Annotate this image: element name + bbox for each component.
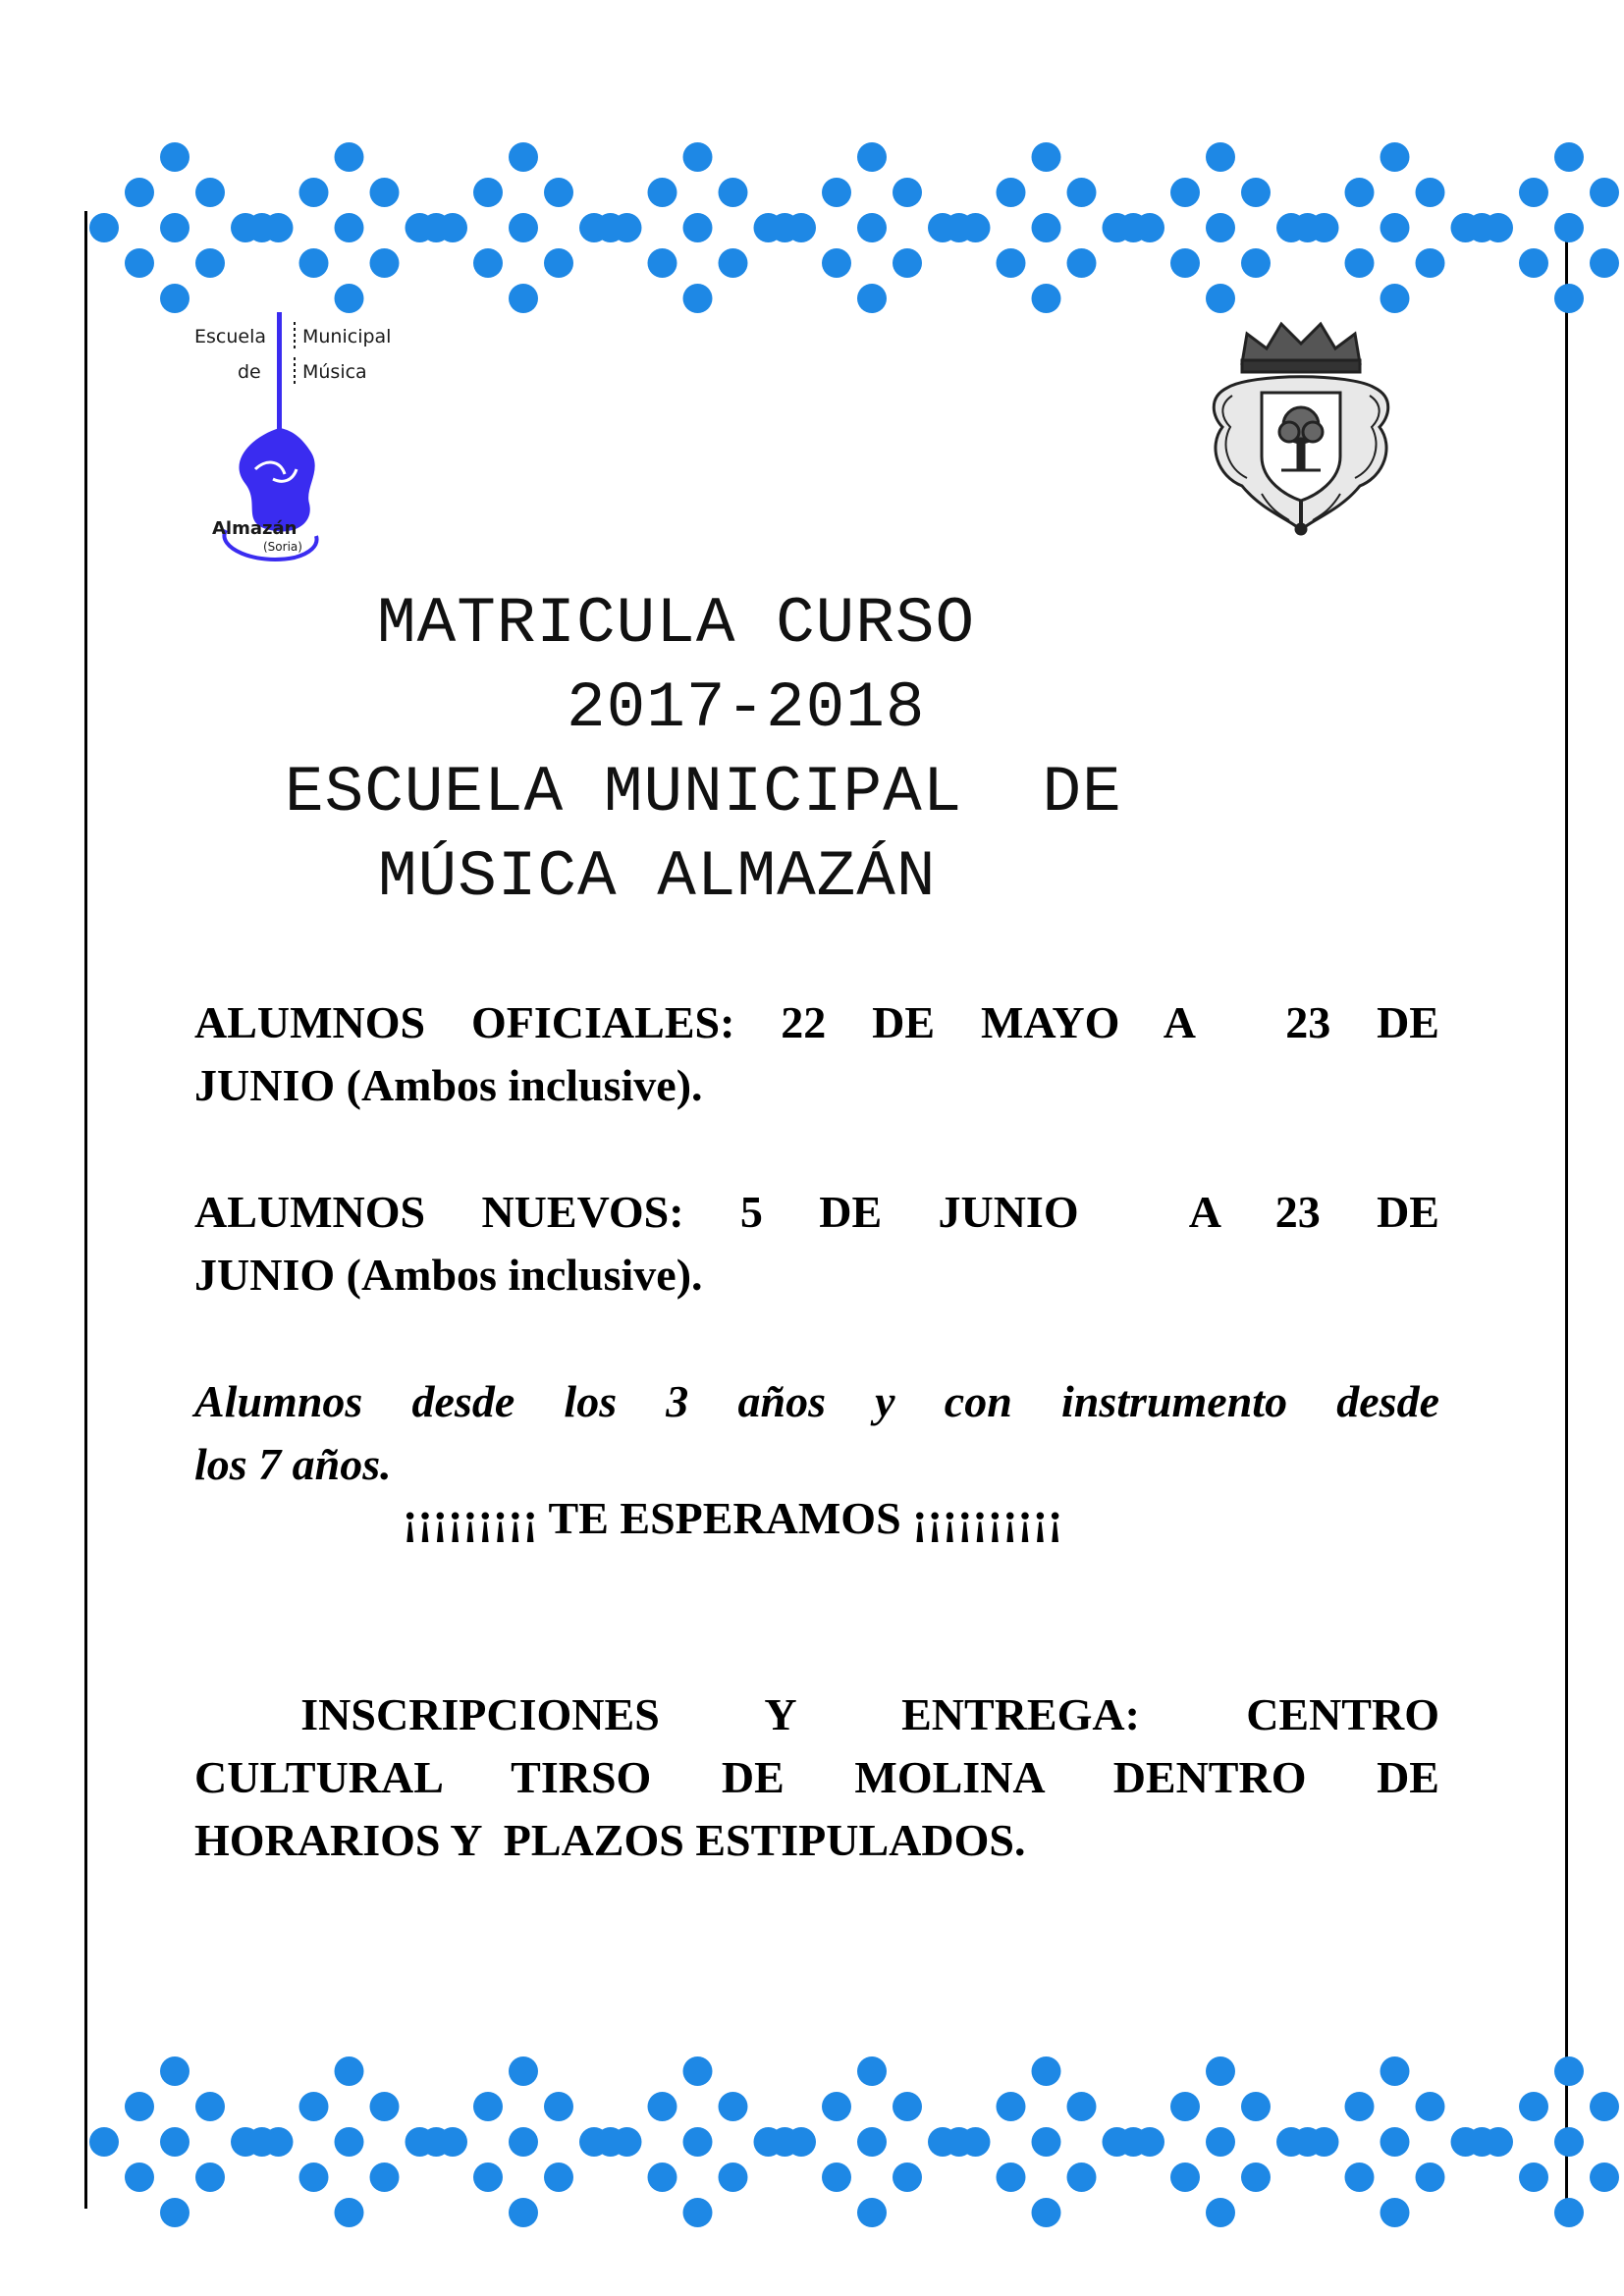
nuevos-text-1: ALUMNOS NUEVOS: 5 DE JUNIO A 23 DE bbox=[194, 1187, 1439, 1237]
decor-dot bbox=[648, 178, 677, 207]
decor-dot bbox=[1241, 2092, 1271, 2121]
decor-dot bbox=[683, 284, 713, 313]
decor-dot bbox=[1206, 2198, 1235, 2227]
decor-dot bbox=[997, 2163, 1026, 2192]
decor-dot bbox=[195, 248, 225, 278]
decor-dot bbox=[1032, 142, 1061, 172]
decor-dot bbox=[335, 142, 364, 172]
right-border-line bbox=[1565, 231, 1568, 2223]
nuevos-paragraph bbox=[194, 1181, 1439, 1307]
decor-dot bbox=[648, 2163, 677, 2192]
decor-dot bbox=[719, 178, 748, 207]
decor-dot bbox=[1380, 2127, 1410, 2157]
decor-dot bbox=[1170, 2163, 1200, 2192]
decor-dot bbox=[1345, 178, 1375, 207]
coat-of-arms-icon bbox=[1203, 319, 1399, 540]
decor-dot bbox=[1416, 2092, 1445, 2121]
decor-dot bbox=[1554, 213, 1584, 242]
decor-dot bbox=[683, 213, 713, 242]
decor-dot bbox=[195, 2163, 225, 2192]
decor-dot bbox=[1380, 2056, 1410, 2086]
decor-dot bbox=[509, 142, 538, 172]
logo-escuela: Escuela bbox=[194, 326, 267, 347]
decor-dot bbox=[509, 284, 538, 313]
school-logo bbox=[187, 312, 422, 569]
title-line-3: ESCUELA MUNICIPAL DE bbox=[285, 756, 1122, 829]
decor-dot bbox=[370, 248, 400, 278]
oficiales-line-1 bbox=[194, 991, 1439, 1054]
decor-dot bbox=[1416, 2163, 1445, 2192]
oficiales-text-1: ALUMNOS OFICIALES: 22 DE MAYO A 23 DE bbox=[194, 997, 1439, 1047]
logo-musica: Música bbox=[302, 361, 367, 383]
decor-dot bbox=[1032, 213, 1061, 242]
inscripciones-line-3: HORARIOS Y PLAZOS ESTIPULADOS. bbox=[194, 1815, 1026, 1865]
decor-dot bbox=[125, 248, 154, 278]
decor-dot bbox=[1380, 284, 1410, 313]
title-line-4: MÚSICA ALMAZÁN bbox=[378, 840, 937, 914]
decor-dot bbox=[719, 248, 748, 278]
decor-dot bbox=[1519, 248, 1548, 278]
decor-dot bbox=[421, 2127, 451, 2157]
decor-dot bbox=[1032, 2127, 1061, 2157]
decor-dot bbox=[893, 248, 922, 278]
decor-dot bbox=[857, 2056, 887, 2086]
decor-dot bbox=[544, 2092, 573, 2121]
decor-dot bbox=[1519, 2163, 1548, 2192]
decor-dot bbox=[683, 142, 713, 172]
logo-town: Almazán bbox=[212, 518, 298, 539]
decor-dot bbox=[125, 2092, 154, 2121]
decor-dot bbox=[997, 2092, 1026, 2121]
decor-dot bbox=[421, 213, 451, 242]
decor-dot bbox=[247, 2127, 277, 2157]
logo-de: de bbox=[238, 361, 261, 383]
inscripciones-paragraph bbox=[194, 1683, 1439, 1872]
decor-dot bbox=[997, 248, 1026, 278]
decor-dot bbox=[648, 2092, 677, 2121]
title-line-1: MATRICULA CURSO bbox=[377, 587, 976, 661]
decor-dot bbox=[299, 2163, 329, 2192]
decor-dot bbox=[509, 2198, 538, 2227]
decor-dot bbox=[160, 2056, 189, 2086]
bottom-dot-border bbox=[0, 2052, 1624, 2243]
decor-dot bbox=[1241, 2163, 1271, 2192]
decor-dot bbox=[1554, 2198, 1584, 2227]
decor-dot bbox=[335, 213, 364, 242]
decor-dot bbox=[1554, 2127, 1584, 2157]
decor-dot bbox=[1293, 213, 1323, 242]
decor-dot bbox=[335, 2127, 364, 2157]
decor-dot bbox=[299, 2092, 329, 2121]
decor-dot bbox=[1067, 2092, 1097, 2121]
decor-dot bbox=[1416, 248, 1445, 278]
decor-dot bbox=[544, 248, 573, 278]
decor-dot bbox=[770, 2127, 799, 2157]
decor-dot bbox=[822, 178, 851, 207]
decor-dot bbox=[1345, 2092, 1375, 2121]
decor-dot bbox=[822, 2092, 851, 2121]
decor-dot bbox=[89, 2127, 119, 2157]
decor-dot bbox=[1170, 248, 1200, 278]
decor-dot bbox=[473, 2092, 503, 2121]
decor-dot bbox=[1118, 213, 1148, 242]
decor-dot bbox=[857, 2198, 887, 2227]
decor-dot bbox=[893, 178, 922, 207]
logo-municipal: Municipal bbox=[302, 326, 392, 347]
decor-dot bbox=[1554, 284, 1584, 313]
edad-text-1: Alumnos desde los 3 años y con instrumento desde bbox=[194, 1376, 1439, 1426]
decor-dot bbox=[857, 2127, 887, 2157]
decor-dot bbox=[1067, 248, 1097, 278]
top-dot-border bbox=[0, 137, 1624, 329]
decor-dot bbox=[370, 2163, 400, 2192]
decor-dot bbox=[1118, 2127, 1148, 2157]
nuevos-line-1 bbox=[194, 1181, 1439, 1244]
title-line-2: 2017-2018 bbox=[567, 671, 926, 745]
decor-dot bbox=[509, 2056, 538, 2086]
decor-dot bbox=[770, 213, 799, 242]
decor-dot bbox=[857, 142, 887, 172]
decor-dot bbox=[544, 2163, 573, 2192]
decor-dot bbox=[997, 178, 1026, 207]
decor-dot bbox=[1206, 2056, 1235, 2086]
decor-dot bbox=[1206, 2127, 1235, 2157]
decor-dot bbox=[857, 213, 887, 242]
inscripciones-line-2 bbox=[194, 1746, 1439, 1809]
decor-dot bbox=[160, 2198, 189, 2227]
oficiales-paragraph bbox=[194, 991, 1439, 1117]
decor-dot bbox=[509, 2127, 538, 2157]
decor-dot bbox=[1345, 2163, 1375, 2192]
decor-dot bbox=[247, 213, 277, 242]
decor-dot bbox=[1170, 178, 1200, 207]
decor-dot bbox=[473, 178, 503, 207]
decor-dot bbox=[1241, 248, 1271, 278]
decor-dot bbox=[509, 213, 538, 242]
decor-dot bbox=[1554, 2056, 1584, 2086]
decor-dot bbox=[160, 142, 189, 172]
left-border-line bbox=[84, 211, 87, 2209]
edad-line-2: los 7 años. bbox=[194, 1439, 392, 1489]
decor-dot bbox=[1345, 248, 1375, 278]
decor-dot bbox=[160, 213, 189, 242]
decor-dot bbox=[719, 2092, 748, 2121]
inscripciones-text-2: CULTURAL TIRSO DE MOLINA DENTRO DE bbox=[194, 1752, 1439, 1802]
decor-dot bbox=[822, 248, 851, 278]
decor-dot bbox=[89, 213, 119, 242]
decor-dot bbox=[1206, 213, 1235, 242]
decor-dot bbox=[1380, 213, 1410, 242]
decor-dot bbox=[719, 2163, 748, 2192]
decor-dot bbox=[596, 2127, 625, 2157]
decor-dot bbox=[1380, 142, 1410, 172]
decor-dot bbox=[1590, 178, 1619, 207]
inscripciones-line-1 bbox=[194, 1683, 1439, 1746]
decor-dot bbox=[125, 178, 154, 207]
decor-dot bbox=[544, 178, 573, 207]
decor-dot bbox=[893, 2163, 922, 2192]
decor-dot bbox=[1170, 2092, 1200, 2121]
decor-dot bbox=[335, 284, 364, 313]
decor-dot bbox=[160, 2127, 189, 2157]
decor-dot bbox=[299, 178, 329, 207]
decor-dot bbox=[473, 248, 503, 278]
decor-dot bbox=[1590, 248, 1619, 278]
decor-dot bbox=[335, 2056, 364, 2086]
decor-dot bbox=[1467, 213, 1496, 242]
decor-dot bbox=[1241, 178, 1271, 207]
edad-paragraph bbox=[194, 1370, 1439, 1496]
decor-dot bbox=[125, 2163, 154, 2192]
decor-dot bbox=[1590, 2163, 1619, 2192]
nuevos-line-2: JUNIO (Ambos inclusive). bbox=[194, 1250, 703, 1300]
decor-dot bbox=[1032, 2056, 1061, 2086]
decor-dot bbox=[1519, 2092, 1548, 2121]
decor-dot bbox=[195, 178, 225, 207]
decor-dot bbox=[370, 178, 400, 207]
oficiales-line-2: JUNIO (Ambos inclusive). bbox=[194, 1060, 703, 1110]
decor-dot bbox=[1206, 284, 1235, 313]
inscripciones-text-1: INSCRIPCIONES Y ENTREGA: CENTRO bbox=[194, 1689, 1439, 1739]
decor-dot bbox=[335, 2198, 364, 2227]
logo-province: (Soria) bbox=[263, 540, 302, 554]
decor-dot bbox=[1293, 2127, 1323, 2157]
decor-dot bbox=[1519, 178, 1548, 207]
decor-dot bbox=[1467, 2127, 1496, 2157]
te-esperamos-line: ¡¡¡¡¡¡¡¡¡ TE ESPERAMOS ¡¡¡¡¡¡¡¡¡¡ bbox=[403, 1493, 1063, 1543]
decor-dot bbox=[1554, 142, 1584, 172]
decor-dot bbox=[370, 2092, 400, 2121]
decor-dot bbox=[1416, 178, 1445, 207]
decor-dot bbox=[1067, 2163, 1097, 2192]
decor-dot bbox=[1032, 2198, 1061, 2227]
decor-dot bbox=[893, 2092, 922, 2121]
decor-dot bbox=[1380, 2198, 1410, 2227]
decor-dot bbox=[1206, 142, 1235, 172]
decor-dot bbox=[1590, 2092, 1619, 2121]
decor-dot bbox=[857, 284, 887, 313]
decor-dot bbox=[683, 2127, 713, 2157]
decor-dot bbox=[160, 284, 189, 313]
decor-dot bbox=[822, 2163, 851, 2192]
decor-dot bbox=[683, 2056, 713, 2086]
decor-dot bbox=[473, 2163, 503, 2192]
decor-dot bbox=[596, 213, 625, 242]
decor-dot bbox=[648, 248, 677, 278]
decor-dot bbox=[683, 2198, 713, 2227]
decor-dot bbox=[1067, 178, 1097, 207]
decor-dot bbox=[1032, 284, 1061, 313]
decor-dot bbox=[945, 213, 974, 242]
edad-line-1 bbox=[194, 1370, 1439, 1433]
decor-dot bbox=[945, 2127, 974, 2157]
decor-dot bbox=[195, 2092, 225, 2121]
decor-dot bbox=[299, 248, 329, 278]
